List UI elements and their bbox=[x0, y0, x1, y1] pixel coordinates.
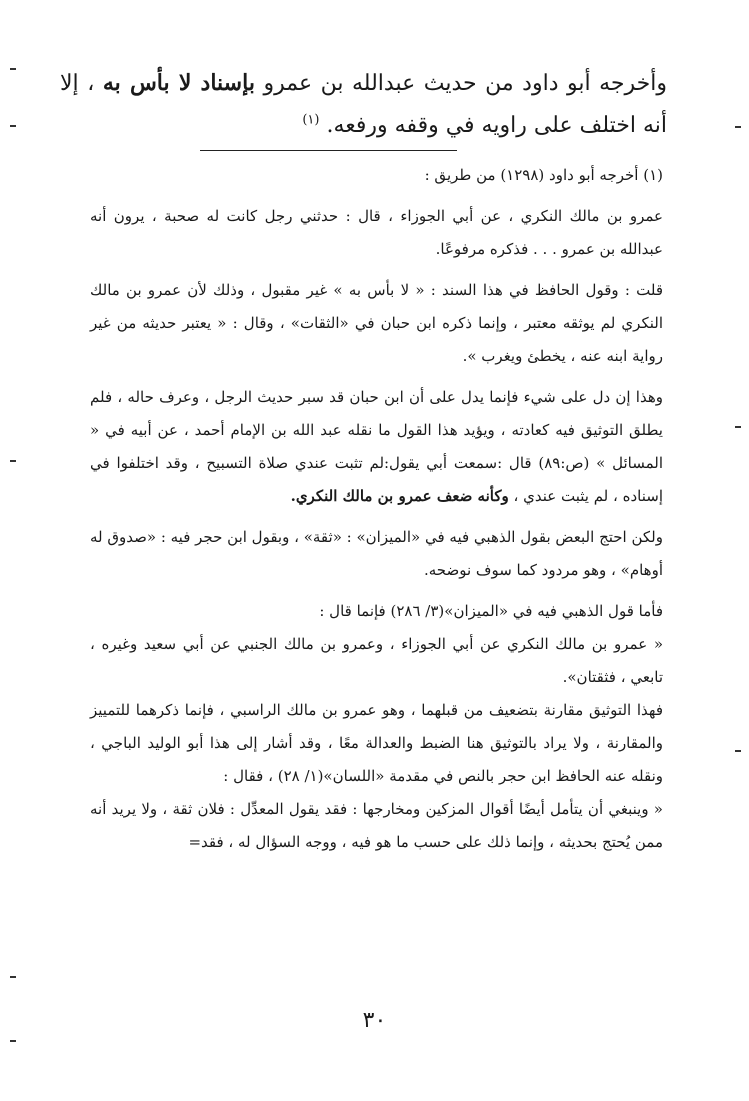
footnote-reference: (١) bbox=[302, 112, 320, 128]
margin-mark bbox=[10, 976, 16, 978]
footnote-paragraph-9: « وينبغي أن يتأمل أيضًا أقوال المزكين ومخارجها : فقد يقول المعدِّل : فلان ثقة ، ولا يريد أنه ممن يُحتج بحديثه ، وإنما ذلك على حسب ما هو فيه ، ووجه السؤال له ، فقد= bbox=[90, 800, 663, 851]
footnote-paragraph-2: عمرو بن مالك النكري ، عن أبي الجوزاء ، قال : حدثني رجل كانت له صحبة ، يرون أنه عبدالله بن عمرو . . . فذكره مرفوعًا. bbox=[90, 207, 663, 258]
footnote-paragraph-3: قلت : وقول الحافظ في هذا السند : « لا بأس به » غير مقبول ، وذلك لأن عمرو بن مالك النكري لم يوثقه معتبر ، وإنما ذكره ابن حبان في «الثقات» ، وقال : « يعتبر حديثه من غير رواية ابنه عنه ، يخطئ ويغرب ». bbox=[90, 281, 663, 365]
margin-mark bbox=[735, 126, 741, 128]
footnote-paragraph-7: « عمرو بن مالك النكري عن أبي الجوزاء ، وعمرو بن مالك الجنبي عن أبي سعيد وغيره ، تابعي ، فثقتان». bbox=[90, 635, 663, 686]
footnote-paragraph-5: ولكن احتج البعض بقول الذهبي فيه في «الميزان» : «ثقة» ، وبقول ابن حجر فيه : «صدوق له أوهام» ، وهو مردود كما سوف نوضحه. bbox=[90, 528, 663, 579]
page-number: ٣٠ bbox=[362, 1008, 387, 1033]
margin-mark bbox=[10, 125, 16, 127]
margin-mark bbox=[10, 68, 16, 70]
footnote-paragraph-8: فهذا التوثيق مقارنة بتضعيف من قبلهما ، وهو عمرو بن مالك الراسبي ، فإنما ذكرهما للتمييز والمقارنة ، ولا يراد بالتوثيق هنا الضبط والعدالة معًا ، وقد أشار إلى هذا أبو الوليد الباجي ، ونقله عنه الحافظ ابن حجر بالنص في مقدمة «اللسان»(١/ ٢٨) ، فقال : bbox=[90, 701, 663, 785]
margin-mark bbox=[10, 1040, 16, 1042]
main-line-2: إلا أنه اختلف على راويه في وقفه ورفعه. bbox=[60, 71, 667, 138]
footnote-paragraph-6: فأما قول الذهبي فيه في «الميزان»(٣/ ٢٨٦) فإنما قال : bbox=[319, 602, 663, 620]
main-line-1-bold: بإسناد لا بأس به bbox=[102, 70, 255, 96]
margin-mark bbox=[735, 426, 741, 428]
main-line-1-tail: ، bbox=[87, 71, 95, 96]
footnote-paragraph-1: (١) أخرجه أبو داود (١٢٩٨) من طريق : bbox=[424, 166, 663, 184]
footnote-paragraph-4-text: وهذا إن دل على شيء فإنما يدل على أن ابن حبان قد سبر حديث الرجل ، وعرف حاله ، فلم يطلق التوثيق فيه كعادته ، ويؤيد هذا القول ما نقله عبد الله بن الإمام أحمد ، عن أبيه في « المسائل » (ص:٨٩) قال :سمعت أبي يقول:لم تثبت عندي صلاة التسبيح ، وقد اختلفوا في إسناده ، لم يثبت عندي ، bbox=[90, 388, 664, 505]
main-text bbox=[60, 62, 667, 147]
footnote-paragraph-4-bold: وكأنه ضعف عمرو بن مالك النكري. bbox=[290, 487, 509, 505]
footnote-separator bbox=[200, 150, 457, 151]
margin-mark bbox=[735, 750, 741, 752]
margin-mark bbox=[10, 460, 16, 462]
main-line-1: وأخرجه أبو داود من حديث عبدالله بن عمرو bbox=[263, 71, 668, 96]
footnote-paragraph-4 bbox=[90, 381, 663, 513]
footnotes bbox=[90, 159, 663, 859]
